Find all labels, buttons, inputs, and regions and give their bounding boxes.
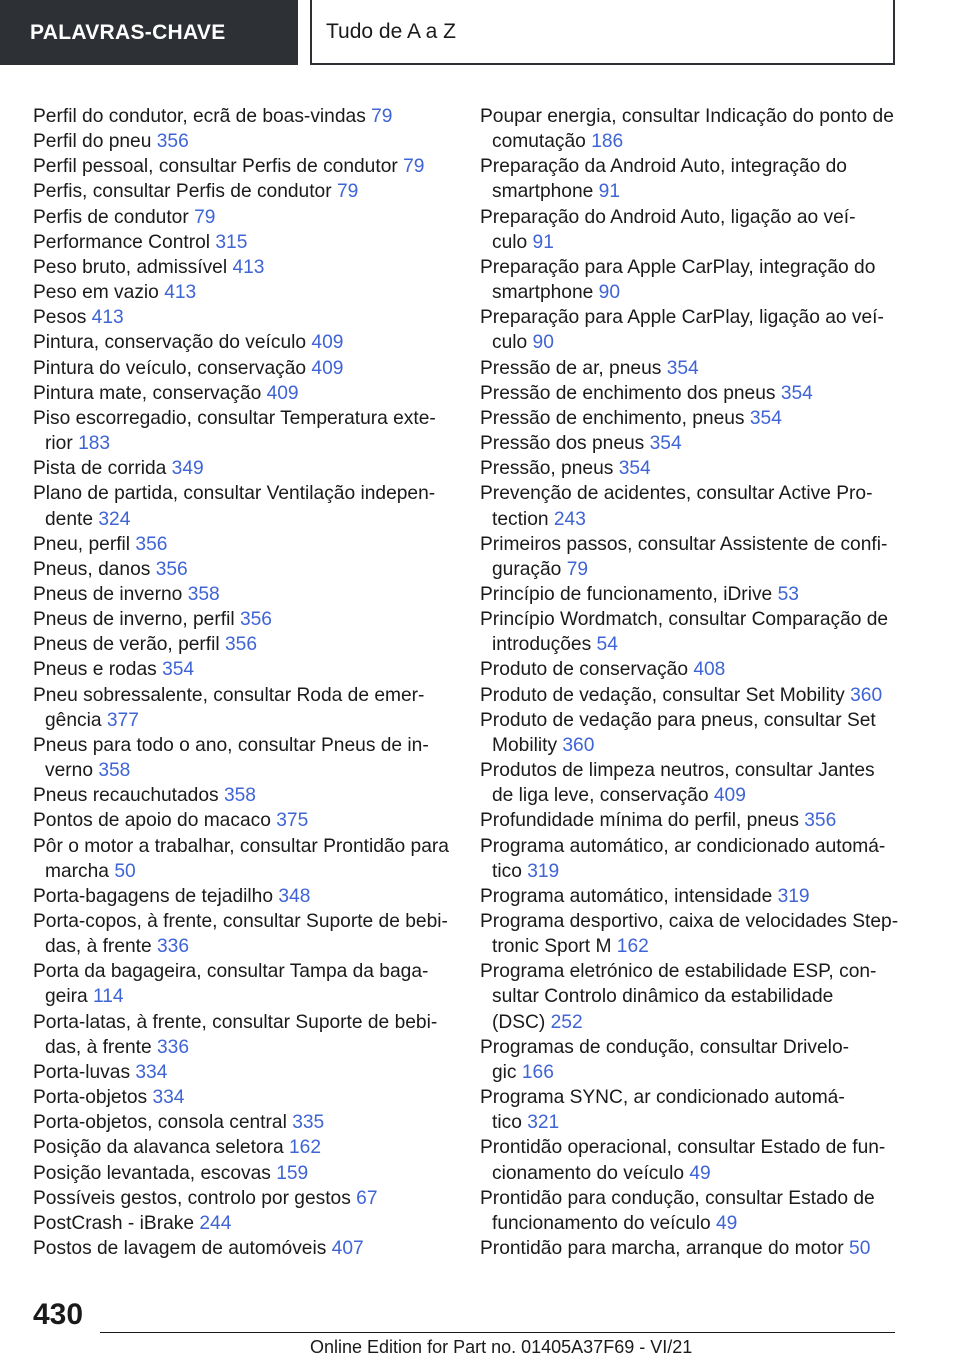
- index-entry-text: Pista de corrida: [33, 458, 167, 480]
- page-link[interactable]: 356: [155, 558, 188, 580]
- index-entry: [33, 179, 453, 204]
- page-link[interactable]: 356: [804, 810, 837, 832]
- index-entry-text: Prevenção de acidentes, consultar Active Pro- tection: [480, 483, 873, 530]
- page-link[interactable]: 91: [532, 231, 554, 253]
- index-entry: [480, 657, 900, 682]
- page-link[interactable]: 90: [532, 332, 554, 354]
- index-entry: [480, 1186, 900, 1236]
- page-link[interactable]: 244: [199, 1212, 232, 1234]
- index-entry: [33, 255, 453, 280]
- page-link[interactable]: 335: [292, 1112, 325, 1134]
- page-link[interactable]: 356: [225, 634, 258, 656]
- index-entry: [480, 683, 900, 708]
- page-link[interactable]: 319: [527, 860, 560, 882]
- index-entry: [33, 330, 453, 355]
- index-entry-text: Performance Control: [33, 231, 211, 253]
- index-entry: [480, 1135, 900, 1185]
- page-link[interactable]: 356: [239, 609, 272, 631]
- index-entry: [480, 884, 900, 909]
- page-link[interactable]: 409: [713, 785, 746, 807]
- index-entry: [33, 1060, 453, 1085]
- index-entry-text: Produtos de limpeza neutros, consultar Jantes de liga leve, conservação: [480, 760, 875, 807]
- page-link[interactable]: 50: [114, 860, 136, 882]
- page-link[interactable]: 358: [223, 785, 256, 807]
- index-entry: [480, 356, 900, 381]
- index-entry: [33, 1211, 453, 1236]
- index-entry-text: Pneus e rodas: [33, 659, 157, 681]
- page-link[interactable]: 162: [289, 1137, 322, 1159]
- index-entry-text: Preparação da Android Auto, integração do smartphone: [480, 156, 847, 203]
- index-entry: [33, 356, 453, 381]
- index-entry-text: Perfis de condutor: [33, 206, 189, 228]
- index-entry-text: Pneu sobressalente, consultar Roda de emer- gência: [33, 684, 425, 731]
- footer-edition-text: Online Edition for Part no. 01405A37F69 - VI/21: [310, 1337, 693, 1357]
- page-link[interactable]: 354: [162, 659, 195, 681]
- index-entry: [480, 758, 900, 808]
- page-link[interactable]: 243: [553, 508, 586, 530]
- index-entry: [480, 808, 900, 833]
- index-entry-text: Pintura mate, conservação: [33, 382, 262, 404]
- chapter-title: Tudo de A a Z: [326, 19, 456, 43]
- index-entry-text: Programa automático, intensidade: [480, 885, 773, 907]
- index-entry: [480, 532, 900, 582]
- index-entry: [33, 532, 453, 557]
- page-link[interactable]: 90: [598, 282, 621, 304]
- index-entry-text: Produto de vedação para pneus, consultar Set Mobility: [480, 709, 876, 756]
- index-entry-text: Profundidade mínima do perfil, pneus: [480, 810, 799, 832]
- index-entry-text: Porta-objetos: [33, 1087, 148, 1109]
- index-entry: [33, 129, 453, 154]
- index-entry: [480, 1236, 900, 1261]
- page-link[interactable]: 79: [566, 558, 589, 580]
- index-entry-text: Programa SYNC, ar condicionado automá- tico: [480, 1087, 845, 1134]
- page-link[interactable]: 360: [850, 684, 883, 706]
- index-entry: [33, 582, 453, 607]
- index-entry-text: Pressão, pneus: [480, 458, 614, 480]
- page-link[interactable]: 354: [618, 458, 651, 480]
- page-link[interactable]: 413: [164, 282, 197, 304]
- index-entry-text: Pneus de verão, perfil: [33, 634, 220, 656]
- page-link[interactable]: 409: [311, 332, 344, 354]
- index-entry: [33, 1186, 453, 1211]
- index-entry: [33, 381, 453, 406]
- page-link[interactable]: 408: [693, 659, 726, 681]
- index-entry: [33, 834, 453, 884]
- index-entry: [33, 205, 453, 230]
- page-link[interactable]: 356: [156, 131, 189, 153]
- index-column-right: [480, 104, 900, 1261]
- index-entry: [33, 1110, 453, 1135]
- index-entry-text: Pneu, perfil: [33, 533, 131, 555]
- index-entry: [33, 607, 453, 632]
- index-entry-text: Pressão de enchimento dos pneus: [480, 382, 776, 404]
- page-link[interactable]: 354: [780, 382, 813, 404]
- page-link[interactable]: 377: [106, 709, 139, 731]
- index-entry-text: Pôr o motor a trabalhar, consultar Prontidão para marcha: [33, 835, 449, 882]
- page-link[interactable]: 413: [232, 256, 265, 278]
- page-link[interactable]: 114: [93, 986, 124, 1008]
- index-entry: [480, 154, 900, 204]
- index-entry-text: Pneus de inverno: [33, 583, 183, 605]
- index-entry-text: Pesos: [33, 307, 87, 329]
- page-link[interactable]: 315: [215, 231, 248, 253]
- index-entry: [480, 582, 900, 607]
- index-entry-text: Porta da bagageira, consultar Tampa da baga- geira: [33, 961, 429, 1008]
- index-entry-text: Porta-objetos, consola central: [33, 1112, 287, 1134]
- page-link[interactable]: 348: [278, 885, 311, 907]
- page-link[interactable]: 166: [521, 1061, 554, 1083]
- index-entry-text: Preparação para Apple CarPlay, integração do smartphone: [480, 256, 876, 304]
- index-entry-text: Possíveis gestos, controlo por gestos: [33, 1187, 351, 1209]
- section-label: PALAVRAS-CHAVE: [30, 20, 226, 44]
- index-entry-text: Postos de lavagem de automóveis: [33, 1238, 327, 1260]
- index-entry-text: Peso em vazio: [33, 282, 159, 304]
- index-entry-text: Programa automático, ar condicionado automá- tico: [480, 835, 886, 882]
- index-entry-text: Pneus recauchutados: [33, 785, 219, 807]
- index-entry-text: Programas de condução, consultar Drivelo- gic: [480, 1036, 850, 1083]
- index-entry: [33, 481, 453, 531]
- index-entry: [480, 305, 900, 355]
- index-entry-text: Prontidão operacional, consultar Estado de fun- cionamento do veículo: [480, 1137, 886, 1184]
- page-link[interactable]: 413: [91, 307, 124, 329]
- index-entry: [33, 456, 453, 481]
- index-entry: [33, 909, 453, 959]
- page-link[interactable]: 356: [135, 533, 168, 555]
- page-link[interactable]: 354: [749, 407, 782, 429]
- index-entry: [480, 456, 900, 481]
- page-link[interactable]: 358: [98, 760, 131, 782]
- section-tab: [0, 0, 298, 65]
- page-link[interactable]: 49: [689, 1162, 711, 1184]
- index-entry-text: Poupar energia, consultar Indicação do ponto de comutação: [480, 106, 894, 153]
- index-entry: [33, 1161, 453, 1186]
- index-entry-text: Princípio Wordmatch, consultar Comparação de introduções: [480, 609, 889, 656]
- index-entry: [480, 708, 900, 758]
- page-link[interactable]: 162: [616, 936, 649, 958]
- index-entry-text: Pneus de inverno, perfil: [33, 609, 235, 631]
- index-entry-text: Primeiros passos, consultar Assistente de confi- guração: [480, 533, 888, 580]
- index-entry: [33, 657, 453, 682]
- index-entry-text: Pintura do veículo, conservação: [33, 357, 307, 379]
- page-link[interactable]: 409: [311, 357, 344, 379]
- index-entry: [480, 959, 900, 1034]
- index-entry: [33, 783, 453, 808]
- page-link[interactable]: 159: [276, 1162, 309, 1184]
- page-link[interactable]: 79: [336, 181, 359, 203]
- page-link[interactable]: 407: [331, 1238, 364, 1260]
- index-entry-text: Piso escorregadio, consultar Temperatura exte- rior: [33, 407, 436, 455]
- page-link[interactable]: 49: [716, 1212, 738, 1234]
- page-link[interactable]: 409: [266, 382, 299, 404]
- index-entry-text: Posição levantada, escovas: [33, 1162, 271, 1184]
- index-entry: [480, 104, 900, 154]
- index-entry: [480, 909, 900, 959]
- page-number: 430: [33, 1298, 84, 1331]
- index-entry: [33, 808, 453, 833]
- page-link[interactable]: 252: [550, 1011, 583, 1033]
- index-entry: [33, 305, 453, 330]
- page-link[interactable]: 53: [777, 583, 799, 605]
- index-entry-text: Preparação do Android Auto, ligação ao veí- culo: [480, 206, 856, 253]
- index-entry: [480, 1035, 900, 1085]
- index-entry: [33, 230, 453, 255]
- index-entry: [33, 104, 453, 129]
- index-entry: [480, 431, 900, 456]
- index-entry-text: Programa desportivo, caixa de velocidades Step- tronic Sport M: [480, 911, 899, 958]
- index-entry-text: Pintura, conservação do veículo: [33, 332, 307, 354]
- index-entry-text: Porta-bagagens de tejadilho: [33, 885, 274, 907]
- page-link[interactable]: 358: [187, 583, 220, 605]
- page-link[interactable]: 349: [171, 458, 204, 480]
- page-link[interactable]: 354: [649, 433, 682, 455]
- page-link[interactable]: 79: [371, 106, 393, 127]
- index-entry-text: Princípio de funcionamento, iDrive: [480, 583, 773, 605]
- index-entry-text: Pressão dos pneus: [480, 433, 645, 455]
- page-link[interactable]: 54: [596, 634, 618, 656]
- index-entry-text: Perfil pessoal, consultar Perfis de condutor: [33, 156, 398, 178]
- page-link[interactable]: 91: [598, 181, 621, 203]
- index-entry: [33, 1085, 453, 1110]
- index-entry: [33, 1010, 453, 1060]
- index-entry: [33, 406, 453, 456]
- index-entry: [33, 959, 453, 1009]
- page-link[interactable]: 375: [276, 810, 309, 832]
- index-entry-text: Produto de conservação: [480, 659, 688, 681]
- index-entry-text: Pontos de apoio do macaco: [33, 810, 271, 832]
- index-entry-text: Perfil do pneu: [33, 131, 152, 153]
- index-entry: [33, 884, 453, 909]
- index-entry: [480, 481, 900, 531]
- page-link[interactable]: 334: [135, 1061, 168, 1083]
- index-entry: [33, 733, 453, 783]
- index-entry: [33, 557, 453, 582]
- index-entry-text: Pneus para todo o ano, consultar Pneus de in- verno: [33, 734, 429, 782]
- index-entry-text: Pressão de enchimento, pneus: [480, 407, 745, 429]
- index-entry: [480, 406, 900, 431]
- index-entry-text: Prontidão para condução, consultar Estado de funcionamento do veículo: [480, 1187, 875, 1234]
- page-link[interactable]: 336: [157, 936, 190, 958]
- index-entry: [480, 255, 900, 305]
- index-entry-text: Prontidão para marcha, arranque do motor: [480, 1238, 844, 1260]
- index-entry-text: PostCrash - iBrake: [33, 1212, 195, 1234]
- index-entry: [33, 154, 453, 179]
- index-entry: [33, 1236, 453, 1261]
- index-entry-text: Porta-copos, à frente, consultar Suporte de bebi- das, à frente: [33, 911, 448, 958]
- page-link[interactable]: 183: [78, 433, 111, 455]
- index-entry: [33, 632, 453, 657]
- index-entry-text: Perfis, consultar Perfis de condutor: [33, 181, 332, 203]
- index-entry: [480, 607, 900, 657]
- index-entry-text: Perfil do condutor, ecrã de boas-vindas: [33, 106, 366, 127]
- index-entry: [480, 381, 900, 406]
- page-link[interactable]: 79: [194, 206, 216, 228]
- page-link[interactable]: 50: [849, 1238, 871, 1260]
- page-link[interactable]: 336: [157, 1036, 190, 1058]
- index-column-left: [33, 104, 453, 1261]
- page-link[interactable]: 67: [356, 1187, 378, 1209]
- index-entry: [33, 280, 453, 305]
- index-entry-text: Preparação para Apple CarPlay, ligação ao veí- culo: [480, 307, 884, 354]
- index-entry-text: Pneus, danos: [33, 558, 151, 580]
- page-link[interactable]: 186: [591, 131, 624, 153]
- index-entry-text: Porta-latas, à frente, consultar Suporte de bebi- das, à frente: [33, 1011, 438, 1058]
- index-entry-text: Peso bruto, admissível: [33, 256, 228, 278]
- page-link[interactable]: 360: [562, 734, 595, 756]
- page-link[interactable]: 319: [777, 885, 810, 907]
- page-link[interactable]: 334: [152, 1087, 185, 1109]
- page-link[interactable]: 354: [666, 357, 699, 379]
- index-entry-text: Plano de partida, consultar Ventilação indepen- dente: [33, 483, 436, 530]
- index-entry: [480, 1085, 900, 1135]
- index-entry: [33, 683, 453, 733]
- index-entry-text: Posição da alavanca seletora: [33, 1137, 284, 1159]
- index-entry-text: Produto de vedação, consultar Set Mobility: [480, 684, 845, 706]
- page-link[interactable]: 321: [527, 1112, 560, 1134]
- page-link[interactable]: 324: [98, 508, 131, 530]
- index-entry: [480, 834, 900, 884]
- index-entry: [480, 205, 900, 255]
- index-entry: [33, 1135, 453, 1160]
- index-entry-text: Pressão de ar, pneus: [480, 357, 662, 379]
- index-entry-text: Porta-luvas: [33, 1061, 131, 1083]
- footer-divider: [100, 1332, 895, 1333]
- page-link[interactable]: 79: [403, 156, 425, 178]
- index-entry-text: Programa eletrónico de estabilidade ESP, con- sultar Controlo dinâmico da estabilidade (DSC): [480, 961, 877, 1033]
- chapter-title-box: [310, 0, 895, 65]
